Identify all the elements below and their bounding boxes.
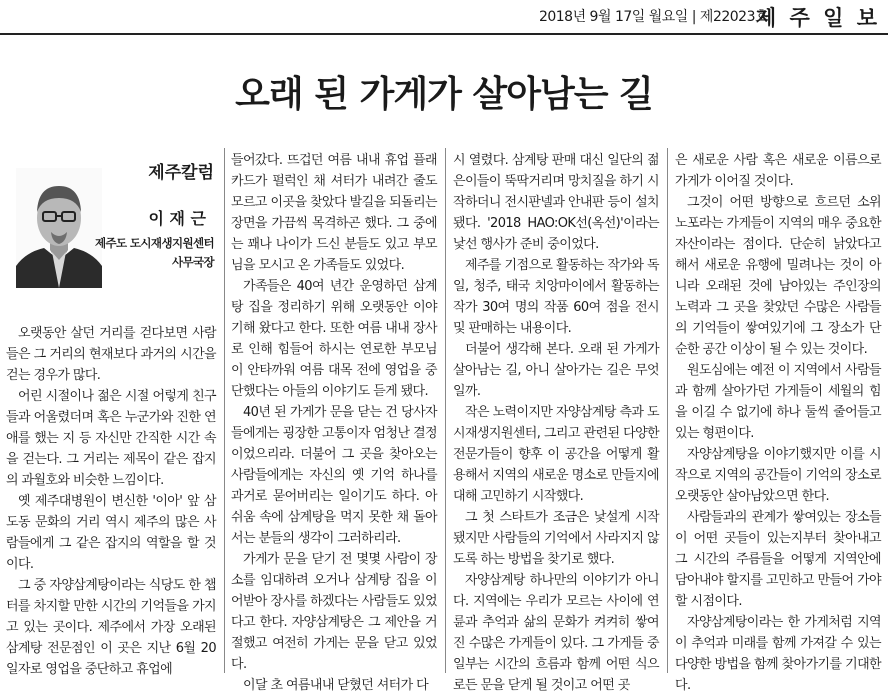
paragraph: 들어갔다. 뜨겁던 여름 내내 휴업 플래카드가 펄럭인 채 셔터가 내려간 줄도 모르고 이곳을 찾았다 발길을 되돌리는 장면을 가끔씩 목격하곤 했다. 그 중에는 꽤나 나이가 드신 분들도 있고 부모님을 모시고 온 가족들도 있었다. bbox=[231, 153, 437, 273]
byline-box bbox=[8, 152, 220, 312]
column-divider bbox=[224, 148, 225, 673]
paragraph: 그 첫 스타트가 조금은 낯설게 시작됐지만 사람들의 기억에서 사라지지 않도록 하는 방법을 찾기로 했다. bbox=[453, 510, 659, 567]
paragraph: 오랫동안 살던 거리를 걷다보면 사람들은 그 거리의 현재보다 과거의 시간을 걷는 경우가 많다. bbox=[6, 326, 216, 383]
paragraph: 더불어 생각해 본다. 오래 된 가게가 살아남는 길, 아니 살아가는 길은 무엇일까. bbox=[453, 342, 659, 399]
author-role bbox=[95, 234, 214, 272]
paragraph: 작은 노력이지만 자양삼계탕 측과 도시재생지원센터, 그리고 관련된 다양한 전문가들이 향후 이 공간을 어떻게 활용해서 지역의 새로운 명소로 만들지에 대해 고민하기 시작했다. bbox=[453, 405, 659, 504]
paragraph: 시 열렸다. 삼계탕 판매 대신 일단의 젊은이들이 뚝딱거리며 망치질을 하기 시작하더니 전시판넬과 안내판 등이 설치됐다. '2018 HAO:OK선(옥선)'이라는 낯선 행사가 준비 중이었다. bbox=[453, 153, 659, 252]
paragraph: 이달 초 여름내내 닫혔던 셔터가 다 bbox=[243, 678, 429, 693]
paragraph: 자양삼계탕이라는 한 가게처럼 지역이 추억과 미래를 함께 가져갈 수 있는 다양한 방법을 함께 찾아가기를 기대한다. bbox=[675, 615, 881, 693]
newspaper-name: 제 주 일 보 bbox=[755, 5, 880, 30]
article-column-1 bbox=[6, 323, 216, 680]
column-label: 제주칼럼 bbox=[148, 163, 214, 183]
article-column-3 bbox=[453, 150, 659, 696]
masthead-rule bbox=[0, 33, 888, 35]
masthead bbox=[0, 0, 888, 36]
column-divider bbox=[445, 148, 446, 673]
article-headline: 오래 된 가게가 살아남는 길 bbox=[235, 73, 653, 115]
article-column-2 bbox=[231, 150, 437, 696]
paragraph: 옛 제주대병원이 변신한 '이아' 앞 삼도동 문화의 거리 역시 제주의 많은 사람들에게 그 같은 잡지의 역할을 할 것이다. bbox=[6, 494, 216, 572]
author-role-line1: 제주도 도시재생지원센터 bbox=[94, 236, 214, 250]
paragraph: 자양삼계탕 하나만의 이야기가 아니다. 지역에는 우리가 모르는 사이에 연륜과 추억과 삶의 문화가 켜켜히 쌓여진 수많은 가게들이 있다. 그 가게들 중 일부는 시간의 흐름과 함께 어떤 식으로든 문을 닫게 될 것이고 어떤 곳 bbox=[453, 573, 659, 693]
paragraph: 자양삼계탕을 이야기했지만 이를 시작으로 지역의 공간들이 기억의 장소로 오랫동안 살아남았으면 한다. bbox=[675, 447, 881, 504]
paragraph: 그 중 자양삼계탕이라는 식당도 한 챕터를 차지할 만한 시간의 기억들을 가지고 있는 곳이다. 제주에서 가장 오래된 삼계탕 전문점인 이 곳은 지난 6월 20일자로 영업을 중단하고 휴업에 bbox=[6, 578, 216, 677]
author-name: 이 재 근 bbox=[148, 209, 206, 228]
paragraph: 가게가 문을 닫기 전 몇몇 사람이 장소를 임대하려 오거나 삼계탕 집을 이어받아 장사를 하겠다는 사람들도 있었다고 한다. 자양삼계탕은 그 제안을 거절했고 여전히 가게는 문을 닫고 있었다. bbox=[231, 552, 437, 672]
paragraph: 어린 시절이나 젊은 시절 어렇게 친구들과 어울렸더며 혹은 누군가와 진한 연애를 했는 지 등 자신만 간직한 시간 속을 걷는다. 그 거리는 제목이 같은 잡지의 과월호와 비슷한 느낌이다. bbox=[6, 389, 216, 488]
paragraph: 가족들은 40여 년간 운영하던 삼계탕 집을 정리하기 위해 오랫동안 이야기해 왔다고 한다. 또한 여름 내내 장사로 인해 힘들어 하시는 연로한 부모님이 안타까워 여름 대목 전에 영업을 중단했다는 아들의 이야기도 듣게 됐다. bbox=[231, 279, 437, 399]
author-role-line2: 사무국장 bbox=[171, 255, 214, 269]
paragraph: 제주를 기점으로 활동하는 작가와 독일, 청주, 태국 치앙마이에서 활동하는 작가 30여 명의 작품 60여 점을 전시 및 판매하는 내용이다. bbox=[453, 258, 659, 336]
author-photo bbox=[16, 168, 102, 288]
paragraph: 그것이 어떤 방향으로 흐르던 소위 노포라는 가게들이 지역의 매우 중요한 자산이라는 점이다. 단순히 낡았다고 해서 새로운 유행에 밀려나는 것이 아니라 오래된 것에 남아있는 주인장의 노력과 그 곳을 찾았던 수많은 사람들의 기억들이 쌓여있기에 그 장소가 단순한 공간 이상이 될 수 있는 것이다. bbox=[675, 195, 881, 357]
paragraph: 은 새로운 사람 혹은 새로운 이름으로 가게가 이어질 것이다. bbox=[675, 153, 881, 189]
paragraph: 사람들과의 관계가 쌓여있는 장소들이 어떤 곳들이 있는지부터 찾아내고 그 시간의 주름들을 어떻게 지역안에 담아내야 할지를 고민하고 만들어 가야할 시점이다. bbox=[675, 510, 881, 609]
article-column-4 bbox=[675, 150, 881, 696]
issue-date-info: 2018년 9월 17일 월요일 | 제22023호 bbox=[538, 9, 768, 25]
paragraph: 40년 된 가게가 문을 닫는 건 당사자들에게는 굉장한 고통이자 엄청난 결정이었으리라. 더불어 그 곳을 찾아오는 사람들에게는 자신의 옛 기억 하나를 과거로 묻어버리는 일이기도 하다. 아쉬움 속에 삼계탕을 먹지 못한 채 돌아서는 분들의 생각이 그러하리라. bbox=[231, 405, 437, 546]
paragraph: 원도심에는 예전 이 지역에서 사람들과 함께 살아가던 가게들이 세월의 힘을 이길 수 없기에 하나 둘씩 줄어들고 있는 형편이다. bbox=[675, 363, 881, 441]
column-divider bbox=[667, 148, 668, 673]
